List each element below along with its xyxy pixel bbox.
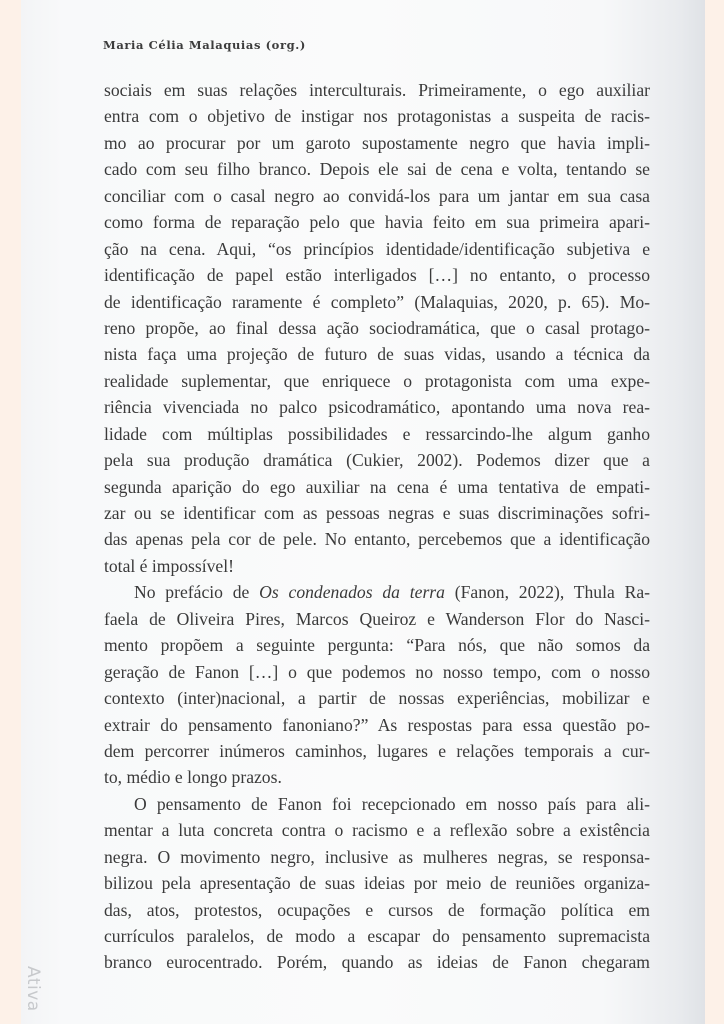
text-line: conciliar com o casal negro ao convidá-los para um jantar em sua casa [104,185,650,206]
text-line: zar ou se identificar com as pessoas negras e suas discriminações sofri- [104,503,650,523]
text-line [104,579,650,605]
text-line: sociais em suas relações interculturais. Primeiramente, o ego auxiliar [104,80,650,100]
text-line: extrair do pensamento fanoniano?” As respostas para essa questão po- [104,714,650,735]
text-line: das, atos, protestos, ocupações e cursos de formação política em [104,899,650,920]
text-line: cado com seu filho branco. Depois ele sai de cena e volta, tentando se [104,159,650,180]
running-head: Maria Célia Malaquias (org.) [103,38,306,52]
body-text [104,77,650,976]
text-line: geração de Fanon […] o que podemos no nosso tempo, com o nosso [104,661,650,682]
text-line: pela sua produção dramática (Cukier, 2002). Podemos dizer que a [104,450,650,471]
paragraph-1 [104,77,650,579]
text-line: faela de Oliveira Pires, Marcos Queiroz e Wanderson Flor do Nasci- [104,608,650,629]
text-line: realidade suplementar, que enriquece o protagonista com uma expe- [104,370,650,391]
text-line: mo ao procurar por um garoto supostamente negro que havia impli- [104,132,650,153]
text-line: de identificação raramente é completo” (Malaquias, 2020, p. 65). Mo- [104,291,650,312]
text-line: riência vivenciada no palco psicodramático, apontando uma nova rea- [104,397,650,418]
paragraph-2 [104,579,650,791]
text-line: total é impossível! [104,555,234,576]
text-line: to, médio e longo prazos. [104,767,282,788]
side-watermark: Ativa [23,966,43,1012]
text-line: nista faça uma projeção de futuro de suas vidas, usando a técnica da [104,344,650,365]
text-line: mentar a luta concreta contra o racismo e a reflexão sobre a existência [104,820,650,841]
text-line: ção na cena. Aqui, “os princípios identidade/identificação subjetiva e [104,238,650,259]
text-line: mento propõem a seguinte pergunta: “Para nós, que não somos da [104,635,650,656]
text-line: segunda aparição do ego auxiliar na cena é uma tentativa de empati- [104,476,650,497]
text-line: identificação de papel estão interligados […] no entanto, o processo [104,265,650,286]
text-line: como forma de reparação pelo que havia feito em sua primeira apari- [104,212,650,233]
text-line: branco eurocentrado. Porém, quando as ideias de Fanon chegaram [104,952,650,973]
text-fragment: No prefácio de [134,582,260,603]
text-line: negra. O movimento negro, inclusive as mulheres negras, se responsa- [104,846,650,867]
text-line: lidade com múltiplas possibilidades e ressarcindo-lhe algum ganho [104,423,650,444]
text-line: reno propõe, ao final dessa ação sociodramática, que o casal protago- [104,317,650,338]
book-page [21,0,705,1024]
text-line: contexto (inter)nacional, a partir de nossas experiências, mobilizar e [104,688,650,709]
text-line: dem percorrer inúmeros caminhos, lugares e relações temporais a cur- [104,740,650,761]
text-line: das apenas pela cor de pele. No entanto, percebemos que a identificação [104,529,650,550]
book-title-italic: Os condenados da terra [259,582,445,603]
text-line: entra com o objetivo de instigar nos protagonistas a suspeita de racis- [104,106,650,127]
paragraph-3 [104,791,650,976]
text-line: currículos paralelos, de modo a escapar do pensamento supremacista [104,926,650,946]
text-line: O pensamento de Fanon foi recepcionado em nosso país para ali- [134,793,650,814]
text-line: bilizou pela apresentação de suas ideias por meio de reuniões organiza- [104,873,650,894]
text-fragment: (Fanon, 2022), Thula Ra- [444,582,650,603]
